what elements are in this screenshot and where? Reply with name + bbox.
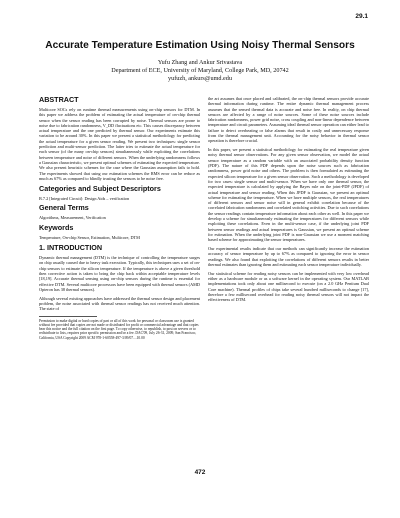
keywords-heading: Keywords	[39, 223, 74, 233]
paper-title: Accurate Temperature Estimation Using Noisy Thermal Sensors	[45, 40, 355, 51]
right-paragraph-4: Our statistical scheme for reading noisy sensors can be implemented with very low overhead either as a hardware module or as a software kernel in the operating system. Our MATLAB implementations took only about one millisecond to execute (on a 2.0 GHz Pentium Dual Core machine). Thermal profiles of chips take several hundred milliseconds to change [17], therefore a few millisecond overhead for reading noisy thermal sensors will not impact the effectiveness of DTM.	[208, 270, 369, 303]
introduction-heading: 1. INTRODUCTION	[39, 243, 103, 253]
page-number: 472	[194, 469, 206, 476]
abstract-heading: ABSTRACT	[39, 95, 79, 104]
general-terms-heading: General Terms	[39, 203, 89, 213]
right-paragraph-3: Our experimental results indicate that our methods can significantly increase the estimation accuracy of sensor temperature by up to 67% as compared to ignoring the error in sensor readings. We also found that exploiting the correlations of different sensors results in better thermal estimates than ignoring them and estimating each sensor temperature individually.	[208, 246, 369, 267]
keywords-text: Temperature, On-chip Sensor, Estimation, Multicore, DTM	[39, 235, 140, 241]
introduction-paragraph-1: Dynamic thermal management (DTM) is the technique of controlling the temperature surges on chip usually caused due to heavy task execution. Typically, this techniques uses a set of on-chip sensors to estimate the silicon temperature. If the temperature is above a given threshold then corrective action is taken to bring the chip back within acceptable temperature levels [18,19]. Accurate thermal sensing using on-chip sensors during the runtime is essential for effective DTM. Several multicore processors have been equipped with thermal sensors (AMD Opteron has 38 thermal sensors).	[39, 255, 200, 292]
session-number: 29.1	[355, 13, 368, 20]
right-paragraph-1: the art assumes that once placed and calibrated, the on-chip thermal sensors provide accurate thermal information during runtime. The entire dynamic thermal management process assumes that the sensed thermal data is accurate and noise free. In reality, on chip thermal sensors are affected by a range of noise sources. Some of these noise sources include fabrication randomness, power grid noise, cross coupling and non-linear dependence between temperature and circuit parameters. Assuming ideal thermal sensor operation can either lead to failure to detect overheating or false alarms that result in costly and unnecessary response from the thermal management unit. Accounting for the noisy behavior in thermal sensor operation is therefore crucial.	[208, 96, 369, 144]
right-column	[208, 96, 369, 306]
general-terms-text: Algorithms, Measurement, Verification	[39, 215, 106, 221]
categories-heading: Categories and Subject Descriptors	[39, 183, 161, 193]
author-block	[0, 59, 400, 82]
footnote-rule	[39, 316, 97, 317]
copyright-footnote: Permission to make digital or hard copies of part or all of this work for personal or classroom use is granted without fee provided that copies are not made or distributed for profit or commercial advantage and that copies bear this notice and the full citation on the first page. To copy otherwise, to republish, to post on servers or to redistribute to lists, requires prior specific permission and/or a fee. DAC'09, July 26-31, 2009, San Francisco, California, USA Copyright 2009 ACM 978-1-60558-497-3/09/07....10.00	[39, 318, 199, 340]
emails: yufuzh, ankurs@umd.edu	[168, 74, 232, 82]
authors: Yufu Zhang and Ankur Srivastava	[157, 59, 243, 66]
abstract-text: Multicore SOCs rely on runtime thermal measurements using on-chip sensors for DTM. In this paper we address the problem of estimating the actual temperature of on-chip thermal sensor when the sensor reading has been corrupted by noise. Thermal sensors are prone to noise due to fabrication randomness, V_DD fluctuations etc. This causes discrepancy between actual temperature and the one predicted by thermal sensor. Our experiments estimate this variation to be around 30%. In this paper we present a statistical methodology for predicting the actual temperature for a given sensor reading. We present two techniques: single sensor prediction and multi-sensor prediction. The latter tries to estimate the actual temperature for each sensor (of the many on-chip sensors) simultaneously while exploiting the correlations between temperature and noise of different sensors. When the underlying randomness follows a Gaussian characteristic, we present optimal schemes of estimating the expected temperature. We also present heuristic schemes for the case where the Gaussian assumption fails to hold. The experiments showed that using our estimation schemes the RMS error can be reduce as much as 67% as compared to blindly trusting the sensors to be noise free.	[39, 107, 200, 181]
left-column	[39, 96, 200, 340]
right-paragraph-2: In this paper, we present a statistical methodology for estimating the real temperature given noisy thermal sensor observations. For any given sensor observation, we model the actual sensor temperature as a random variable with an associated probability density function (PDF). The nature of this PDF depends upon the noise sources such as fabrication randomness, power grid noise and others. The problem is then formulated as estimating the expected silicon temperature for a given sensor observation. Such a methodology is developed for two cases: single sensor and multi-sensor. When we have only one thermal sensor, the expected temperature is calculated by applying the Bayes rule on the joint-PDF (JPDF) of actual temperature and sensor reading. When this JPDF is Gaussian, we present an optimal scheme for estimating the temperature. When we have multiple sensors, the real temperatures of different sensors and sensor noise will in general exhibit correlation because of the correlated fabrication randomness and correlated switching activities. Due to such correlations the sensor readings contain temperature information about each other as well. In this paper we develop a scheme for simultaneously estimating the temperatures for different sensors while exploiting these correlations. Even in the multi-sensor case, if the underlying joint PDF between sensor readings and actual temperatures is Gaussian, we present an optimal scheme for estimation. When the underlying joint PDF is non-Gaussian we use a moment matching based scheme for approximating the sensor temperatures.	[208, 147, 369, 243]
affiliation: Department of ECE, University of Maryland, College Park, MD, 20742	[111, 66, 289, 74]
introduction-paragraph-2: Although several existing approaches have addressed the thermal sensor design and placement problem, the noise associated with thermal sensor readings has not received much attention. The state of	[39, 295, 200, 312]
categories-text: B.7.2 [Integrated Circuit]: Design Aids – verification	[39, 195, 130, 201]
